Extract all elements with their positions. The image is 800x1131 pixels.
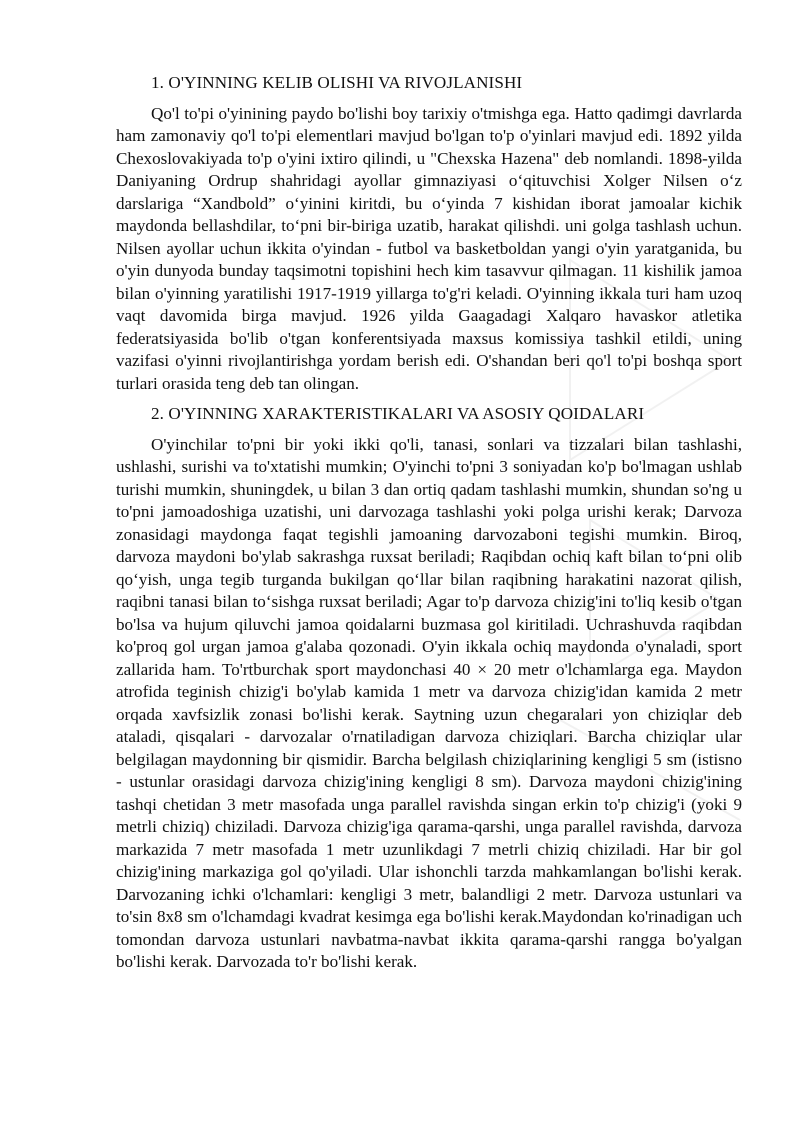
section-2-heading: 2. O'YINNING XARAKTERISTIKALARI VA ASOSIY QOIDALARI (151, 404, 645, 423)
section-2-paragraph: O'yinchilar to'pni bir yoki ikki qo'li, tanasi, sonlari va tizzalari bilan tashlashi, ushlashi, surishi va to'xtatishi mumkin; O'yinchi to'pni 3 soniyadan ko'p bo'lmagan ushlab turishi mumkin, shuningdek, u bilan 3 dan ortiq qadam tashlashi mumkin, shundan so'ng u to'pni jamoadoshiga uzatishi, uni darvozaga tashlashi yoki polga urishi kerak; Darvoza zonasidagi maydonga faqat tegishli jamoaning darvozaboni tegishi mumkin. Biroq, darvoza maydoni bo'ylab sakrashga ruxsat beriladi; Raqibdan ochiq kaft bilan to‘pni olib qo‘yish, unga tegib turganda bukilgan qo‘llar bilan raqibning harakatini nazorat qilish, raqibni tanasi bilan to‘sishga ruxsat beriladi; Agar to'p darvoza chizig'ini to'liq kesib o'tgan bo'lsa va hujum qiluvchi jamoa qoidalarni buzmasa gol kiritiladi. Uchrashuvda raqibdan ko'proq gol urgan jamoa g'alaba qozonadi. O'yin ikkala ochiq maydonda o'ynaladi, sport zallarida ham. To'rtburchak sport maydonchasi 40 × 20 metr o'lchamlarga ega. Maydon atrofida teginish chizig'i bo'ylab kamida 1 metr va darvoza chizig'idan kamida 2 metr orqada xavfsizlik zonasi bo'lishi kerak. Saytning uzun chegaralari yon chiziqlar deb ataladi, qisqalari - darvozalar o'rnatiladigan darvoza chiziqlari. Barcha chiziqlar ular belgilagan maydonning bir qismidir. Barcha belgilash chiziqlarining kengligi 5 sm (istisno - ustunlar orasidagi darvoza chizig'ining kengligi 8 sm). Darvoza maydoni chizig'ining tashqi chetidan 3 metr masofada unga parallel ravishda singan erkin to'p chizig'i (yoki 9 metrli chiziq) chiziladi. Darvoza chizig'iga qarama-qarshi, unga parallel ravishda, darvoza markazida 7 metr masofada 1 metr uzunlikdagi 7 metrli chiziq chiziladi. Har bir gol chizig'ining markaziga gol qo'yiladi. Ular ishonchli tarzda mahkamlangan bo'lishi kerak. Darvozaning ichki o'lchamlari: kengligi 3 metr, balandligi 2 metr. Darvoza ustunlari va to'sin 8x8 sm o'lchamdagi kvadrat kesimga ega bo'lishi kerak.Maydondan ko'rinadigan uch tomondan darvoza ustunlari navbatma-navbat ikkita qarama-qarshi rangga bo'yalgan bo'lishi kerak. Darvozada to'r bo'lishi kerak. (116, 434, 742, 971)
section-1-paragraph: Qo'l to'pi o'yinining paydo bo'lishi boy tarixiy o'tmishga ega. Hatto qadimgi davrlarda ham zamonaviy qo'l to'pi elementlari mavjud bo'lgan to'p o'yinlari mavjud edi. 1892 yilda Chexoslovakiyada to'p o'yini ixtiro qilindi, u "Chexska Hazena" deb nomlandi. 1898-yilda Daniyaning Ordrup shahridagi ayollar gimnaziyasi o‘qituvchisi Xolger Nilsen o‘z darslariga “Xandbold” o‘yinini kiritdi, bu o‘yinda 7 kishidan iborat jamoalar kichik maydonda bellashdilar, to‘pni bir-biriga uzatib, harakat qilishdi. uni golga tashlash uchun. Nilsen ayollar uchun ikkita o'yindan - futbol va basketboldan yangi o'yin yaratganida, bu o'yin dunyoda bunday taqsimotni topishini hech kim tasavvur qilmagan. 11 kishilik jamoa bilan o'yinning yaratilishi 1917-1919 yillarga to'g'ri keladi. O'yinning ikkala turi ham uzoq vaqt davomida birga mavjud. 1926 yilda Gaagadagi Xalqaro havaskor atletika federatsiyasida bo'lib o'tgan konferentsiyada maxsus komissiya tashkil etildi, uning vazifasi o'yinni rivojlantirishga yordam berish edi. O'shandan beri qo'l to'pi boshqa sport turlari orasida teng deb tan olingan. (116, 103, 742, 393)
section-1-heading: 1. O'YINNING KELIB OLISHI VA RIVOJLANISHI (151, 73, 523, 92)
document-body (116, 72, 742, 982)
